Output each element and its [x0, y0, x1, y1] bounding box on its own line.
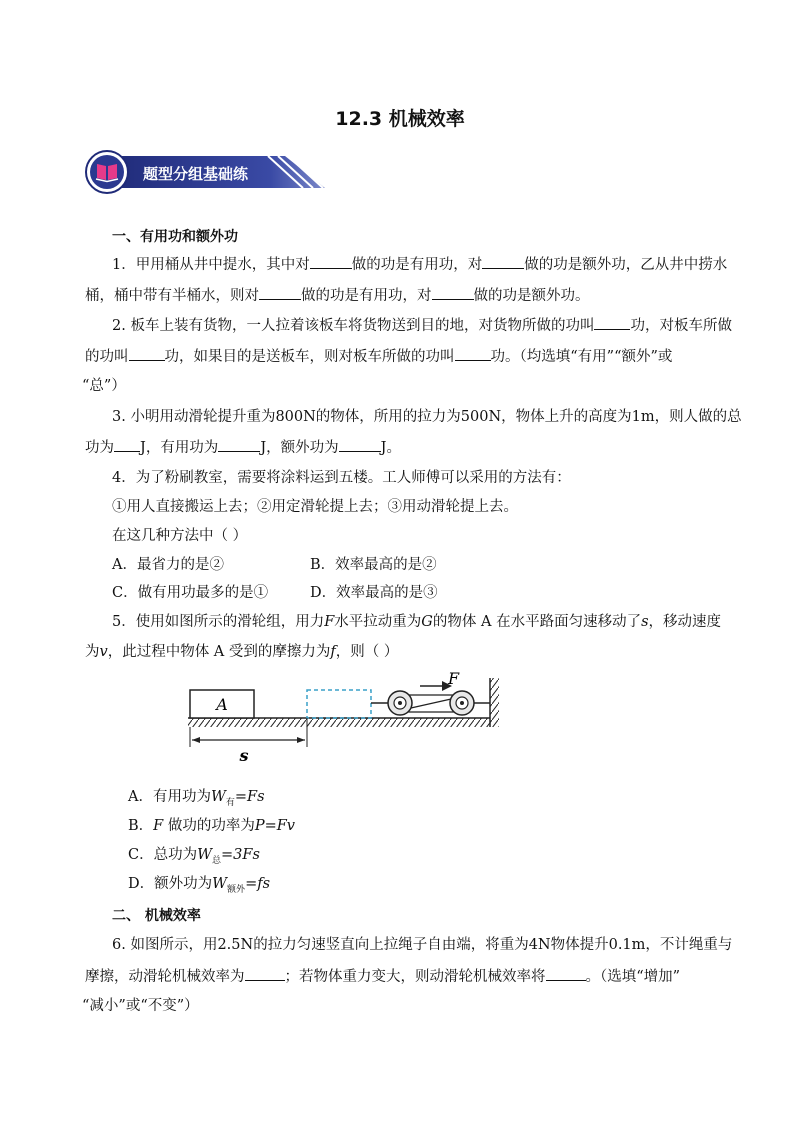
question-2-line-2: 的功叫 功，如果目的是送板车，则对板车所做的功叫 功。（均选填“有用”“额外”或	[85, 346, 672, 367]
section-heading: 一、有用功和额外功	[112, 229, 238, 245]
question-4-stem: 4．为了粉刷教室，需要将涂料运到五楼。工人师傅可以采用的方法有：	[112, 470, 571, 486]
question-4-option-d: D．效率最高的是③	[310, 585, 438, 601]
question-5-option-d: D．额外功为$W_{额外}=fs$	[128, 876, 271, 895]
question-5-line-1: 5．使用如图所示的滑轮组，用力F水平拉动重为G的物体 A 在水平路面匀速移动了s，移动速度	[112, 614, 722, 630]
force-label: F	[448, 672, 460, 688]
pulley-figure	[180, 672, 510, 772]
question-4-option-a: A．最省力的是②	[112, 557, 224, 573]
ground-hatching	[188, 718, 490, 727]
question-6-line-2: 摩擦，动滑轮机械效率为 ；若物体重力变大，则动滑轮机械效率将 。（选填“增加”	[85, 966, 680, 987]
question-1-line-1: 1．甲用桶从井中提水，其中对 做的功是有用功，对 做的功是额外功，乙从井中捞水	[112, 254, 727, 275]
question-3-line-1: 3. 小明用动滑轮提升重为800N的物体，所用的拉力为500N，物体上升的高度为1m，则人做的总	[112, 409, 742, 425]
section-heading-2: 二、 机械效率	[112, 908, 201, 924]
banner-label: 题型分组基础练	[143, 165, 249, 183]
question-4-option-c: C．做有用功最多的是①	[112, 585, 269, 601]
distance-label: s	[239, 746, 249, 765]
fixed-pulley	[450, 691, 474, 715]
page-title: 12.3 机械效率	[335, 108, 465, 130]
question-5-option-c: C．总功为$W_总=3Fs$	[128, 847, 260, 866]
question-5-option-b: B．F 做功的功率为P=Fv	[128, 818, 295, 834]
question-5-line-2: 为v，此过程中物体 A 受到的摩擦力为f，则（ ）	[85, 644, 399, 660]
question-3-line-2: 功为 J，有用功为 J，额外功为 J。	[85, 437, 401, 458]
question-6-line-3: “减小”或“不变”）	[82, 998, 199, 1014]
question-5-option-a: A．有用功为$W_有=Fs$	[128, 789, 265, 808]
question-2-line-1: 2. 板车上装有货物，一人拉着该板车将货物送到目的地，对货物所做的功叫 功，对板车所做	[112, 315, 732, 336]
question-2-line-3: “总”）	[82, 378, 126, 394]
question-4-methods: ①用人直接搬运上去；②用定滑轮提上去；③用动滑轮提上去。	[112, 499, 518, 515]
block-a-label: A	[216, 695, 228, 714]
question-1-line-2: 桶，桶中带有半桶水，则对 做的功是有用功，对 做的功是额外功。	[85, 285, 590, 306]
displaced-block	[307, 690, 371, 718]
movable-pulley	[388, 691, 412, 715]
question-6-line-1: 6. 如图所示，用2.5N的拉力匀速竖直向上拉绳子自由端，将重为4N物体提升0.1m，不计绳重与	[112, 937, 733, 953]
question-4-ask: 在这几种方法中（ ）	[112, 528, 248, 544]
question-4-option-b: B．效率最高的是②	[310, 557, 437, 573]
